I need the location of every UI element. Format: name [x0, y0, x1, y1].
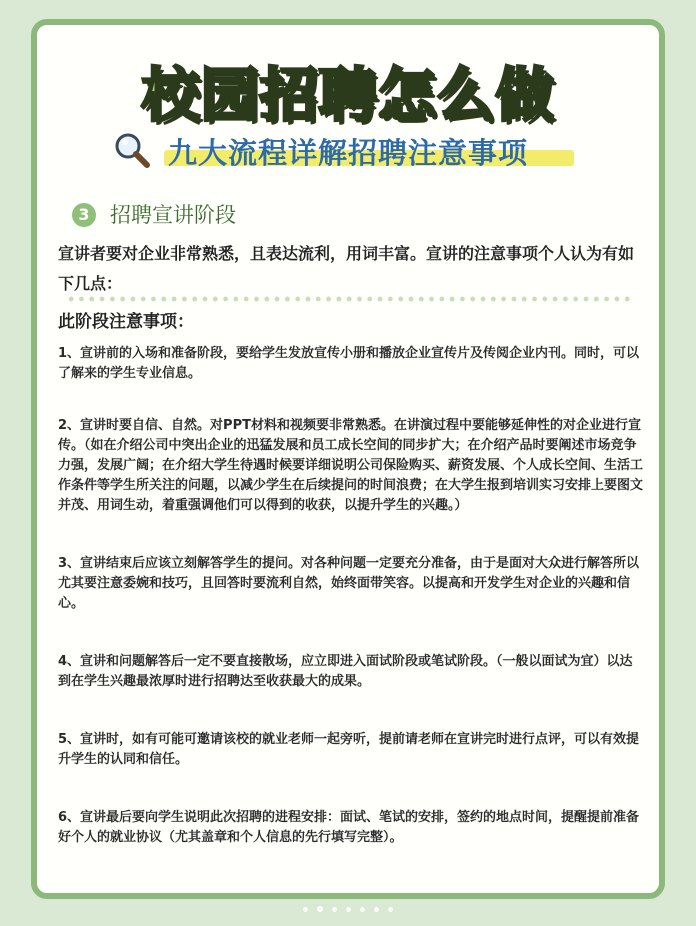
magnifier-icon: [112, 130, 152, 170]
subtitle-row: [112, 128, 582, 174]
list-item: 5、宣讲时，如有可能可邀请该校的就业老师一起旁听，提前请老师在宣讲完时进行点评，可以有效提升学生的认同和信任。: [58, 732, 640, 767]
list-item: 2、宣讲时要自信、自然。对PPT材料和视频要非常熟悉。在讲演过程中要能够延伸性的对企业进行宣传。（如在介绍公司中突出企业的迅猛发展和员工成长空间的同步扩大；在介绍产品时要阐述市场竞争力强，发展广阔；在介绍大学生待遇时候要详细说明公司保险购买、薪资发展、个人成长空间、生活工作条件等学生所关注的问题，以减少学生在后续提问的时间浪费；在大学生报到培训实习安排上要图文并茂、用词生动，着重强调他们可以得到的收获，以提升学生的兴趣。）: [58, 418, 644, 513]
list-item: 6、宣讲最后要向学生说明此次招聘的进程安排：面试、笔试的安排，签约的地点时间，提醒提前准备好个人的就业协议（尤其盖章和个人信息的先行填写完整）。: [58, 810, 640, 845]
page-dot[interactable]: [303, 907, 308, 912]
list-item: 4、宣讲和问题解答后一定不要直接散场，应立即进入面试阶段或笔试阶段。（一般以面试为宜）以达到在学生兴趣最浓厚时进行招聘达至收获最大的成果。: [58, 654, 633, 689]
page-dot-active[interactable]: [317, 906, 323, 912]
page-dot[interactable]: [360, 907, 365, 912]
page-dot[interactable]: [346, 907, 351, 912]
dotted-divider: [66, 296, 632, 302]
page-dot[interactable]: [332, 907, 337, 912]
page-indicator: [0, 897, 696, 905]
section-title: 招聘宣讲阶段: [110, 203, 236, 227]
section-number-badge: 3: [72, 203, 96, 227]
page-title: 校园招聘怎么做: [141, 61, 555, 129]
page-dot[interactable]: [374, 907, 379, 912]
list-item: 3、宣讲结束后应该立刻解答学生的提问。对各种问题一定要充分准备，由于是面对大众进行解答所以尤其要注意委婉和技巧，且回答时要流利自然，始终面带笑容。以提高和开发学生对企业的兴趣和信心。: [58, 556, 640, 611]
intro-text: 宣讲者要对企业非常熟悉，且表达流利，用词丰富。宣讲的注意事项个人认为有如下几点：: [58, 244, 635, 293]
subtitle: 九大流程详解招聘注意事项: [168, 136, 529, 170]
notes-heading: 此阶段注意事项：: [58, 312, 194, 332]
list-item: 1、宣讲前的入场和准备阶段，要给学生发放宣传小册和播放企业宣传片及传阅企业内刊。同时，可以了解来的学生专业信息。: [58, 346, 640, 381]
page-dot[interactable]: [388, 907, 393, 912]
notes-list: [58, 344, 644, 848]
